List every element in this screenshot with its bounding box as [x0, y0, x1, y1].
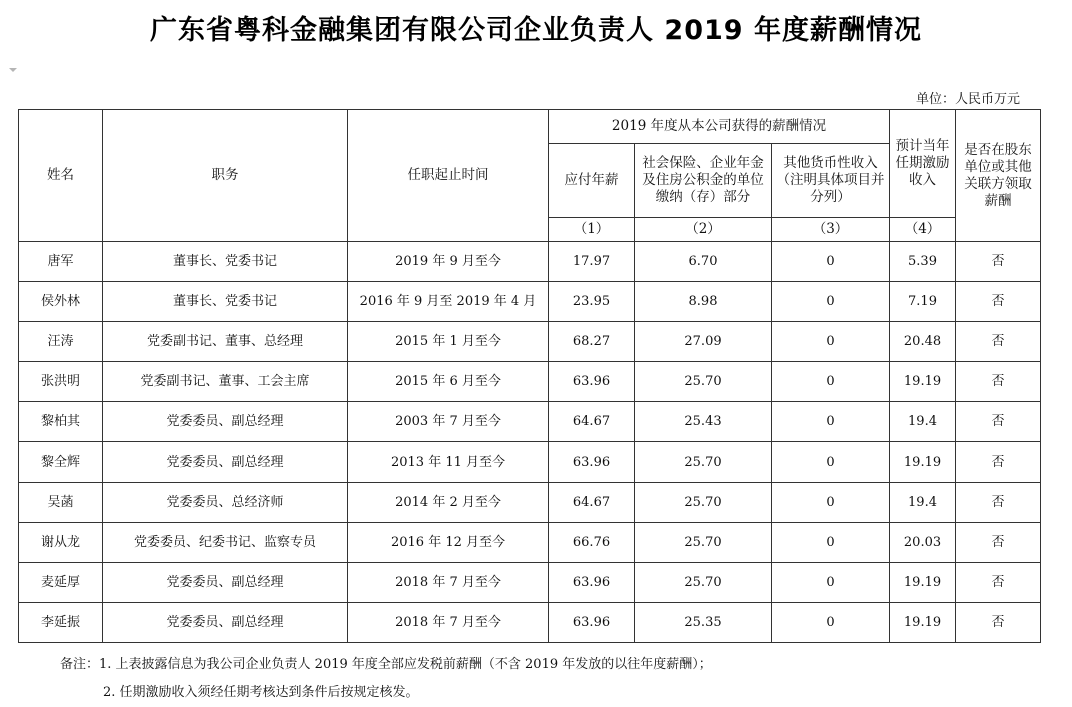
header-position: 职务	[103, 110, 348, 242]
cell-salary: 66.76	[549, 522, 635, 562]
table-row	[19, 362, 1041, 402]
cell-position: 董事长、党委书记	[103, 242, 348, 282]
cell-other: 0	[772, 562, 890, 602]
header-incentive: 预计当年任期激励收入	[890, 110, 956, 218]
cell-position: 党委副书记、董事、工会主席	[103, 362, 348, 402]
cell-name: 吴菡	[19, 482, 103, 522]
collapse-marker-icon	[9, 68, 17, 72]
document-title: 广东省粤科金融集团有限公司企业负责人 2019 年度薪酬情况	[150, 15, 922, 46]
cell-tenure: 2014 年 2 月至今	[348, 482, 549, 522]
cell-tenure: 2018 年 7 月至今	[348, 562, 549, 602]
cell-tenure: 2016 年 9 月至 2019 年 4 月	[348, 282, 549, 322]
cell-social: 25.43	[635, 402, 772, 442]
cell-name: 侯外林	[19, 282, 103, 322]
header-num2: （2）	[635, 218, 772, 242]
header-num3: （3）	[772, 218, 890, 242]
cell-social: 6.70	[635, 242, 772, 282]
cell-social: 25.35	[635, 602, 772, 642]
cell-social: 25.70	[635, 482, 772, 522]
cell-other: 0	[772, 282, 890, 322]
table-row	[19, 522, 1041, 562]
notes	[60, 651, 712, 707]
table-row	[19, 602, 1041, 642]
header-social: 社会保险、企业年金及住房公积金的单位缴纳（存）部分	[635, 144, 772, 218]
cell-tenure: 2015 年 1 月至今	[348, 322, 549, 362]
header-num1: （1）	[549, 218, 635, 242]
cell-shareholder: 否	[956, 362, 1041, 402]
table-row	[19, 322, 1041, 362]
cell-incentive: 19.19	[890, 562, 956, 602]
note-line-1	[60, 651, 712, 679]
cell-position: 党委委员、副总经理	[103, 402, 348, 442]
cell-position: 党委委员、副总经理	[103, 602, 348, 642]
cell-tenure: 2019 年 9 月至今	[348, 242, 549, 282]
table-row	[19, 442, 1041, 482]
cell-social: 25.70	[635, 522, 772, 562]
header-group: 2019 年度从本公司获得的薪酬情况	[549, 110, 890, 144]
cell-social: 8.98	[635, 282, 772, 322]
cell-other: 0	[772, 322, 890, 362]
cell-shareholder: 否	[956, 322, 1041, 362]
cell-salary: 64.67	[549, 482, 635, 522]
cell-incentive: 19.4	[890, 402, 956, 442]
cell-salary: 63.96	[549, 442, 635, 482]
cell-shareholder: 否	[956, 402, 1041, 442]
cell-social: 27.09	[635, 322, 772, 362]
cell-name: 谢从龙	[19, 522, 103, 562]
header-num4: （4）	[890, 218, 956, 242]
cell-incentive: 19.19	[890, 362, 956, 402]
cell-shareholder: 否	[956, 442, 1041, 482]
cell-shareholder: 否	[956, 282, 1041, 322]
cell-salary: 63.96	[549, 562, 635, 602]
cell-other: 0	[772, 522, 890, 562]
table-row	[19, 562, 1041, 602]
note-item-1: 1. 上表披露信息为我公司企业负责人 2019 年度全部应发税前薪酬（不含 2019 年发放的以往年度薪酬）；	[99, 657, 712, 672]
unit-label: 单位：人民币万元	[915, 92, 1020, 107]
cell-shareholder: 否	[956, 482, 1041, 522]
header-name: 姓名	[19, 110, 103, 242]
cell-name: 汪涛	[19, 322, 103, 362]
cell-other: 0	[772, 242, 890, 282]
cell-position: 党委副书记、董事、总经理	[103, 322, 348, 362]
header-tenure: 任职起止时间	[348, 110, 549, 242]
cell-tenure: 2015 年 6 月至今	[348, 362, 549, 402]
cell-position: 党委委员、副总经理	[103, 562, 348, 602]
cell-other: 0	[772, 482, 890, 522]
header-salary: 应付年薪	[549, 144, 635, 218]
cell-incentive: 19.19	[890, 602, 956, 642]
cell-other: 0	[772, 362, 890, 402]
cell-position: 党委委员、总经济师	[103, 482, 348, 522]
header-shareholder: 是否在股东单位或其他关联方领取薪酬	[956, 110, 1041, 242]
header-other: 其他货币性收入（注明具体项目并分列）	[772, 144, 890, 218]
salary-table	[18, 109, 1041, 643]
cell-name: 唐军	[19, 242, 103, 282]
cell-name: 黎全辉	[19, 442, 103, 482]
cell-salary: 23.95	[549, 282, 635, 322]
table-row	[19, 242, 1041, 282]
notes-label: 备注：	[60, 657, 100, 672]
cell-incentive: 7.19	[890, 282, 956, 322]
cell-name: 黎柏其	[19, 402, 103, 442]
cell-name: 麦延厚	[19, 562, 103, 602]
cell-salary: 68.27	[549, 322, 635, 362]
cell-incentive: 19.19	[890, 442, 956, 482]
cell-incentive: 20.48	[890, 322, 956, 362]
cell-shareholder: 否	[956, 562, 1041, 602]
header-row-1	[19, 110, 1041, 144]
note-line-2	[60, 679, 712, 707]
cell-social: 25.70	[635, 442, 772, 482]
cell-salary: 64.67	[549, 402, 635, 442]
cell-social: 25.70	[635, 362, 772, 402]
cell-shareholder: 否	[956, 522, 1041, 562]
cell-position: 党委委员、副总经理	[103, 442, 348, 482]
cell-position: 党委委员、纪委书记、监察专员	[103, 522, 348, 562]
cell-incentive: 20.03	[890, 522, 956, 562]
cell-name: 李延振	[19, 602, 103, 642]
cell-incentive: 5.39	[890, 242, 956, 282]
cell-tenure: 2013 年 11 月至今	[348, 442, 549, 482]
cell-tenure: 2016 年 12 月至今	[348, 522, 549, 562]
cell-tenure: 2003 年 7 月至今	[348, 402, 549, 442]
cell-position: 董事长、党委书记	[103, 282, 348, 322]
cell-shareholder: 否	[956, 602, 1041, 642]
cell-social: 25.70	[635, 562, 772, 602]
note-item-2: 2. 任期激励收入须经任期考核达到条件后按规定核发。	[103, 685, 419, 700]
table-row	[19, 282, 1041, 322]
cell-other: 0	[772, 602, 890, 642]
cell-name: 张洪明	[19, 362, 103, 402]
cell-incentive: 19.4	[890, 482, 956, 522]
cell-shareholder: 否	[956, 242, 1041, 282]
cell-salary: 63.96	[549, 602, 635, 642]
cell-salary: 17.97	[549, 242, 635, 282]
cell-salary: 63.96	[549, 362, 635, 402]
table-row	[19, 402, 1041, 442]
cell-tenure: 2018 年 7 月至今	[348, 602, 549, 642]
cell-other: 0	[772, 402, 890, 442]
cell-other: 0	[772, 442, 890, 482]
table-row	[19, 482, 1041, 522]
